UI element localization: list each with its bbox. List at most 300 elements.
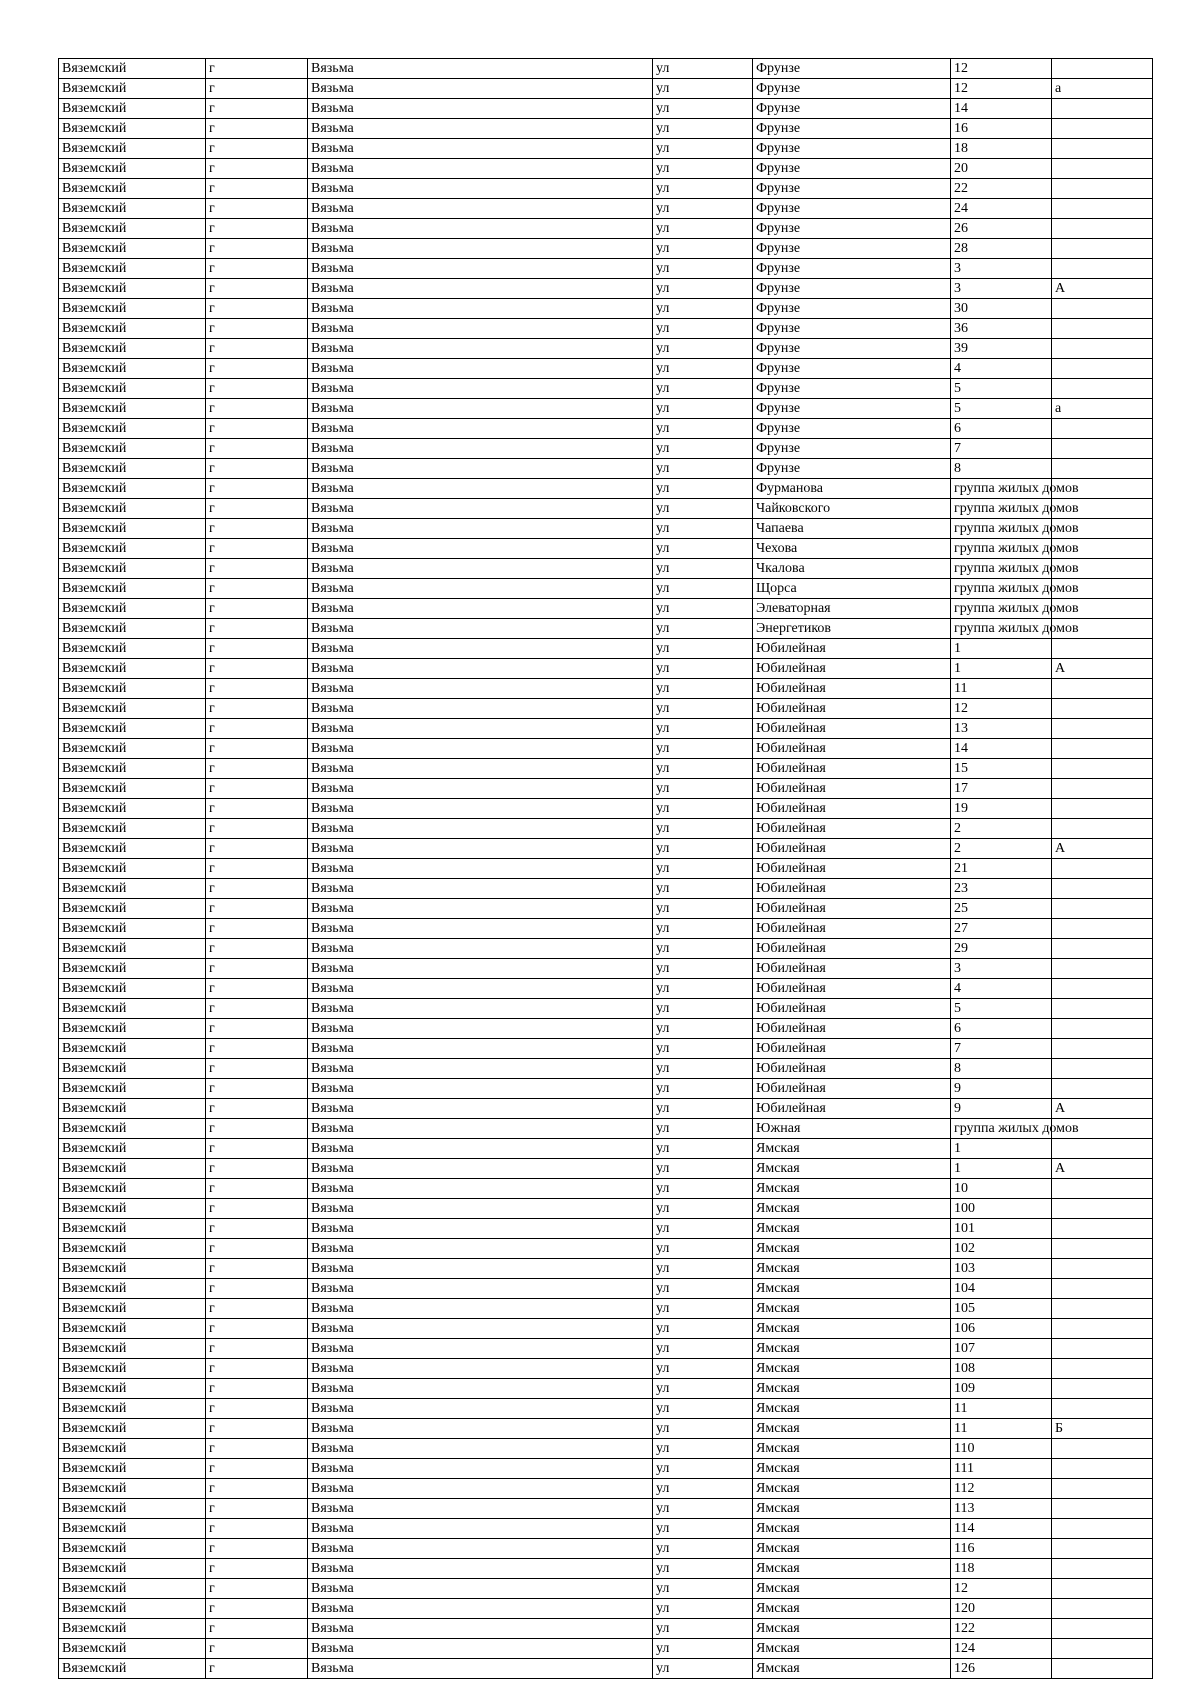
- settlement-type-cell: г: [206, 599, 308, 619]
- settlement-cell: Вязьма: [308, 159, 653, 179]
- table-row: [59, 979, 1153, 999]
- settlement-type-cell: г: [206, 1539, 308, 1559]
- house-number-cell: 7: [951, 1039, 1052, 1059]
- street-type-cell: ул: [653, 1559, 753, 1579]
- street-cell: Фрунзе: [753, 399, 951, 419]
- building-suffix-cell: [1052, 1539, 1153, 1559]
- building-suffix-cell: а: [1052, 399, 1153, 419]
- table-row: [59, 339, 1153, 359]
- settlement-cell: Вязьма: [308, 619, 653, 639]
- settlement-type-cell: г: [206, 759, 308, 779]
- street-cell: Ямская: [753, 1659, 951, 1679]
- street-type-cell: ул: [653, 439, 753, 459]
- settlement-type-cell: г: [206, 339, 308, 359]
- street-type-cell: ул: [653, 199, 753, 219]
- table-row: [59, 919, 1153, 939]
- district-cell: Вяземский: [59, 99, 206, 119]
- house-number-cell: группа жилых домов: [951, 1119, 1052, 1139]
- street-cell: Чапаева: [753, 519, 951, 539]
- settlement-cell: Вязьма: [308, 399, 653, 419]
- building-suffix-cell: [1052, 1619, 1153, 1639]
- house-number-cell: 122: [951, 1619, 1052, 1639]
- settlement-type-cell: г: [206, 959, 308, 979]
- district-cell: Вяземский: [59, 719, 206, 739]
- street-cell: Фрунзе: [753, 179, 951, 199]
- settlement-cell: Вязьма: [308, 839, 653, 859]
- table-row: [59, 1039, 1153, 1059]
- table-row: [59, 1079, 1153, 1099]
- settlement-cell: Вязьма: [308, 879, 653, 899]
- district-cell: Вяземский: [59, 1539, 206, 1559]
- table-row: [59, 859, 1153, 879]
- settlement-cell: Вязьма: [308, 1319, 653, 1339]
- settlement-type-cell: г: [206, 1179, 308, 1199]
- district-cell: Вяземский: [59, 1599, 206, 1619]
- building-suffix-cell: [1052, 1239, 1153, 1259]
- table-row: [59, 239, 1153, 259]
- building-suffix-cell: [1052, 219, 1153, 239]
- settlement-cell: Вязьма: [308, 319, 653, 339]
- street-type-cell: ул: [653, 919, 753, 939]
- district-cell: Вяземский: [59, 1359, 206, 1379]
- district-cell: Вяземский: [59, 299, 206, 319]
- settlement-type-cell: г: [206, 1259, 308, 1279]
- street-type-cell: ул: [653, 119, 753, 139]
- street-cell: Ямская: [753, 1139, 951, 1159]
- house-number-cell: 21: [951, 859, 1052, 879]
- settlement-type-cell: г: [206, 879, 308, 899]
- street-type-cell: ул: [653, 1379, 753, 1399]
- settlement-cell: Вязьма: [308, 1139, 653, 1159]
- house-number-cell: 3: [951, 279, 1052, 299]
- street-cell: Фрунзе: [753, 139, 951, 159]
- settlement-type-cell: г: [206, 1119, 308, 1139]
- district-cell: Вяземский: [59, 1339, 206, 1359]
- settlement-type-cell: г: [206, 439, 308, 459]
- building-suffix-cell: [1052, 1479, 1153, 1499]
- settlement-type-cell: г: [206, 299, 308, 319]
- street-type-cell: ул: [653, 939, 753, 959]
- building-suffix-cell: [1052, 259, 1153, 279]
- settlement-type-cell: г: [206, 279, 308, 299]
- house-number-cell: 11: [951, 679, 1052, 699]
- settlement-type-cell: г: [206, 779, 308, 799]
- district-cell: Вяземский: [59, 59, 206, 79]
- settlement-type-cell: г: [206, 1339, 308, 1359]
- settlement-cell: Вязьма: [308, 539, 653, 559]
- street-type-cell: ул: [653, 1099, 753, 1119]
- settlement-cell: Вязьма: [308, 739, 653, 759]
- settlement-type-cell: г: [206, 379, 308, 399]
- table-row: [59, 1439, 1153, 1459]
- building-suffix-cell: [1052, 1559, 1153, 1579]
- street-type-cell: ул: [653, 1619, 753, 1639]
- settlement-type-cell: г: [206, 199, 308, 219]
- building-suffix-cell: [1052, 1359, 1153, 1379]
- street-cell: Ямская: [753, 1199, 951, 1219]
- settlement-type-cell: г: [206, 1659, 308, 1679]
- street-cell: Ямская: [753, 1159, 951, 1179]
- table-row: [59, 179, 1153, 199]
- settlement-type-cell: г: [206, 1459, 308, 1479]
- street-type-cell: ул: [653, 1499, 753, 1519]
- table-row: [59, 679, 1153, 699]
- street-cell: Чкалова: [753, 559, 951, 579]
- building-suffix-cell: [1052, 459, 1153, 479]
- table-row: [59, 579, 1153, 599]
- table-row: [59, 119, 1153, 139]
- house-number-cell: 27: [951, 919, 1052, 939]
- street-cell: Фрунзе: [753, 79, 951, 99]
- house-number-cell: 100: [951, 1199, 1052, 1219]
- settlement-cell: Вязьма: [308, 579, 653, 599]
- building-suffix-cell: [1052, 819, 1153, 839]
- settlement-type-cell: г: [206, 919, 308, 939]
- district-cell: Вяземский: [59, 199, 206, 219]
- settlement-type-cell: г: [206, 79, 308, 99]
- house-number-cell: 107: [951, 1339, 1052, 1359]
- building-suffix-cell: [1052, 879, 1153, 899]
- district-cell: Вяземский: [59, 1419, 206, 1439]
- district-cell: Вяземский: [59, 679, 206, 699]
- house-number-cell: 116: [951, 1539, 1052, 1559]
- house-number-cell: 1: [951, 1159, 1052, 1179]
- settlement-cell: Вязьма: [308, 99, 653, 119]
- district-cell: Вяземский: [59, 1399, 206, 1419]
- settlement-type-cell: г: [206, 739, 308, 759]
- district-cell: Вяземский: [59, 539, 206, 559]
- settlement-cell: Вязьма: [308, 59, 653, 79]
- street-cell: Фрунзе: [753, 259, 951, 279]
- street-type-cell: ул: [653, 479, 753, 499]
- building-suffix-cell: [1052, 799, 1153, 819]
- building-suffix-cell: [1052, 979, 1153, 999]
- house-number-cell: 120: [951, 1599, 1052, 1619]
- street-cell: Щорса: [753, 579, 951, 599]
- building-suffix-cell: [1052, 1379, 1153, 1399]
- district-cell: Вяземский: [59, 1479, 206, 1499]
- settlement-type-cell: г: [206, 259, 308, 279]
- street-cell: Ямская: [753, 1359, 951, 1379]
- district-cell: Вяземский: [59, 639, 206, 659]
- settlement-type-cell: г: [206, 899, 308, 919]
- house-number-cell: 105: [951, 1299, 1052, 1319]
- street-cell: Фрунзе: [753, 319, 951, 339]
- settlement-cell: Вязьма: [308, 379, 653, 399]
- table-row: [59, 219, 1153, 239]
- settlement-type-cell: г: [206, 839, 308, 859]
- building-suffix-cell: [1052, 1059, 1153, 1079]
- table-row: [59, 519, 1153, 539]
- settlement-cell: Вязьма: [308, 499, 653, 519]
- settlement-type-cell: г: [206, 59, 308, 79]
- street-cell: Фрунзе: [753, 119, 951, 139]
- district-cell: Вяземский: [59, 1459, 206, 1479]
- building-suffix-cell: [1052, 1459, 1153, 1479]
- building-suffix-cell: [1052, 1219, 1153, 1239]
- house-number-cell: 9: [951, 1099, 1052, 1119]
- table-row: [59, 1279, 1153, 1299]
- district-cell: Вяземский: [59, 439, 206, 459]
- house-number-cell: 7: [951, 439, 1052, 459]
- table-row: [59, 719, 1153, 739]
- settlement-cell: Вязьма: [308, 1179, 653, 1199]
- building-suffix-cell: [1052, 59, 1153, 79]
- street-cell: Юбилейная: [753, 1039, 951, 1059]
- building-suffix-cell: а: [1052, 79, 1153, 99]
- table-row: [59, 1599, 1153, 1619]
- street-type-cell: ул: [653, 859, 753, 879]
- house-number-cell: 113: [951, 1499, 1052, 1519]
- table-row: [59, 1299, 1153, 1319]
- house-number-cell: 17: [951, 779, 1052, 799]
- street-cell: Энергетиков: [753, 619, 951, 639]
- settlement-cell: Вязьма: [308, 1639, 653, 1659]
- table-row: [59, 1479, 1153, 1499]
- street-type-cell: ул: [653, 879, 753, 899]
- district-cell: Вяземский: [59, 599, 206, 619]
- table-row: [59, 1159, 1153, 1179]
- building-suffix-cell: [1052, 899, 1153, 919]
- street-type-cell: ул: [653, 599, 753, 619]
- district-cell: Вяземский: [59, 1319, 206, 1339]
- building-suffix-cell: [1052, 719, 1153, 739]
- settlement-type-cell: г: [206, 359, 308, 379]
- settlement-cell: Вязьма: [308, 1359, 653, 1379]
- house-number-cell: 19: [951, 799, 1052, 819]
- settlement-cell: Вязьма: [308, 1239, 653, 1259]
- building-suffix-cell: [1052, 1439, 1153, 1459]
- building-suffix-cell: [1052, 679, 1153, 699]
- table-row: [59, 1539, 1153, 1559]
- district-cell: Вяземский: [59, 1519, 206, 1539]
- settlement-cell: Вязьма: [308, 1559, 653, 1579]
- district-cell: Вяземский: [59, 999, 206, 1019]
- table-row: [59, 299, 1153, 319]
- building-suffix-cell: [1052, 1299, 1153, 1319]
- street-type-cell: ул: [653, 999, 753, 1019]
- settlement-cell: Вязьма: [308, 1339, 653, 1359]
- street-cell: Элеваторная: [753, 599, 951, 619]
- house-number-cell: 26: [951, 219, 1052, 239]
- settlement-type-cell: г: [206, 1419, 308, 1439]
- settlement-type-cell: г: [206, 559, 308, 579]
- street-type-cell: ул: [653, 1219, 753, 1239]
- street-type-cell: ул: [653, 99, 753, 119]
- house-number-cell: группа жилых домов: [951, 579, 1052, 599]
- house-number-cell: группа жилых домов: [951, 599, 1052, 619]
- street-cell: Ямская: [753, 1439, 951, 1459]
- building-suffix-cell: [1052, 99, 1153, 119]
- street-cell: Фрунзе: [753, 199, 951, 219]
- district-cell: Вяземский: [59, 739, 206, 759]
- table-row: [59, 59, 1153, 79]
- table-row: [59, 379, 1153, 399]
- street-type-cell: ул: [653, 1019, 753, 1039]
- street-type-cell: ул: [653, 239, 753, 259]
- table-row: [59, 1459, 1153, 1479]
- street-type-cell: ул: [653, 419, 753, 439]
- house-number-cell: 18: [951, 139, 1052, 159]
- settlement-cell: Вязьма: [308, 239, 653, 259]
- table-row: [59, 159, 1153, 179]
- district-cell: Вяземский: [59, 1639, 206, 1659]
- district-cell: Вяземский: [59, 1239, 206, 1259]
- street-cell: Фурманова: [753, 479, 951, 499]
- settlement-type-cell: г: [206, 499, 308, 519]
- street-type-cell: ул: [653, 319, 753, 339]
- street-type-cell: ул: [653, 759, 753, 779]
- settlement-type-cell: г: [206, 699, 308, 719]
- district-cell: Вяземский: [59, 119, 206, 139]
- settlement-cell: Вязьма: [308, 939, 653, 959]
- table-row: [59, 1179, 1153, 1199]
- district-cell: Вяземский: [59, 699, 206, 719]
- settlement-cell: Вязьма: [308, 639, 653, 659]
- district-cell: Вяземский: [59, 1559, 206, 1579]
- house-number-cell: 4: [951, 979, 1052, 999]
- street-type-cell: ул: [653, 1159, 753, 1179]
- table-row: [59, 499, 1153, 519]
- house-number-cell: 3: [951, 259, 1052, 279]
- house-number-cell: 22: [951, 179, 1052, 199]
- building-suffix-cell: [1052, 239, 1153, 259]
- street-type-cell: ул: [653, 1519, 753, 1539]
- street-type-cell: ул: [653, 1039, 753, 1059]
- settlement-cell: Вязьма: [308, 1579, 653, 1599]
- settlement-cell: Вязьма: [308, 799, 653, 819]
- house-number-cell: группа жилых домов: [951, 519, 1052, 539]
- settlement-cell: Вязьма: [308, 1519, 653, 1539]
- house-number-cell: группа жилых домов: [951, 499, 1052, 519]
- street-cell: Фрунзе: [753, 459, 951, 479]
- settlement-cell: Вязьма: [308, 1499, 653, 1519]
- house-number-cell: группа жилых домов: [951, 619, 1052, 639]
- street-type-cell: ул: [653, 619, 753, 639]
- house-number-cell: 124: [951, 1639, 1052, 1659]
- house-number-cell: 15: [951, 759, 1052, 779]
- settlement-type-cell: г: [206, 1439, 308, 1459]
- street-type-cell: ул: [653, 359, 753, 379]
- settlement-cell: Вязьма: [308, 439, 653, 459]
- district-cell: Вяземский: [59, 339, 206, 359]
- settlement-type-cell: г: [206, 1279, 308, 1299]
- settlement-cell: Вязьма: [308, 279, 653, 299]
- settlement-type-cell: г: [206, 1319, 308, 1339]
- street-cell: Юбилейная: [753, 1099, 951, 1119]
- table-row: [59, 1219, 1153, 1239]
- street-cell: Ямская: [753, 1459, 951, 1479]
- settlement-cell: Вязьма: [308, 1259, 653, 1279]
- settlement-cell: Вязьма: [308, 339, 653, 359]
- street-type-cell: ул: [653, 659, 753, 679]
- house-number-cell: 20: [951, 159, 1052, 179]
- settlement-type-cell: г: [206, 1159, 308, 1179]
- street-cell: Юбилейная: [753, 739, 951, 759]
- street-type-cell: ул: [653, 339, 753, 359]
- street-type-cell: ул: [653, 1299, 753, 1319]
- house-number-cell: 108: [951, 1359, 1052, 1379]
- street-cell: Ямская: [753, 1539, 951, 1559]
- street-cell: Ямская: [753, 1299, 951, 1319]
- street-cell: Фрунзе: [753, 339, 951, 359]
- district-cell: Вяземский: [59, 779, 206, 799]
- settlement-type-cell: г: [206, 1399, 308, 1419]
- street-type-cell: ул: [653, 1119, 753, 1139]
- district-cell: Вяземский: [59, 419, 206, 439]
- table-row: [59, 1319, 1153, 1339]
- house-number-cell: 29: [951, 939, 1052, 959]
- street-cell: Чехова: [753, 539, 951, 559]
- street-cell: Ямская: [753, 1379, 951, 1399]
- table-row: [59, 559, 1153, 579]
- building-suffix-cell: [1052, 379, 1153, 399]
- street-type-cell: ул: [653, 779, 753, 799]
- street-type-cell: ул: [653, 459, 753, 479]
- district-cell: Вяземский: [59, 319, 206, 339]
- settlement-cell: Вязьма: [308, 299, 653, 319]
- street-cell: Юбилейная: [753, 679, 951, 699]
- street-cell: Ямская: [753, 1219, 951, 1239]
- settlement-cell: Вязьма: [308, 1379, 653, 1399]
- table-row: [59, 459, 1153, 479]
- building-suffix-cell: Б: [1052, 1419, 1153, 1439]
- district-cell: Вяземский: [59, 959, 206, 979]
- building-suffix-cell: [1052, 1519, 1153, 1539]
- table-row: [59, 1619, 1153, 1639]
- settlement-type-cell: г: [206, 179, 308, 199]
- building-suffix-cell: [1052, 1399, 1153, 1419]
- street-type-cell: ул: [653, 739, 753, 759]
- street-type-cell: ул: [653, 1639, 753, 1659]
- street-type-cell: ул: [653, 59, 753, 79]
- table-row: [59, 419, 1153, 439]
- house-number-cell: 9: [951, 1079, 1052, 1099]
- street-cell: Ямская: [753, 1339, 951, 1359]
- district-cell: Вяземский: [59, 1379, 206, 1399]
- building-suffix-cell: [1052, 119, 1153, 139]
- building-suffix-cell: [1052, 419, 1153, 439]
- street-type-cell: ул: [653, 1139, 753, 1159]
- house-number-cell: 101: [951, 1219, 1052, 1239]
- district-cell: Вяземский: [59, 1059, 206, 1079]
- table-row: [59, 1019, 1153, 1039]
- settlement-cell: Вязьма: [308, 999, 653, 1019]
- settlement-cell: Вязьма: [308, 419, 653, 439]
- street-cell: Юбилейная: [753, 859, 951, 879]
- settlement-cell: Вязьма: [308, 139, 653, 159]
- district-cell: Вяземский: [59, 1139, 206, 1159]
- street-cell: Ямская: [753, 1239, 951, 1259]
- table-row: [59, 139, 1153, 159]
- table-row: [59, 739, 1153, 759]
- settlement-cell: Вязьма: [308, 1479, 653, 1499]
- settlement-type-cell: г: [206, 1059, 308, 1079]
- table-row: [59, 799, 1153, 819]
- building-suffix-cell: [1052, 1319, 1153, 1339]
- street-type-cell: ул: [653, 1359, 753, 1379]
- district-cell: Вяземский: [59, 1079, 206, 1099]
- street-cell: Ямская: [753, 1579, 951, 1599]
- settlement-type-cell: г: [206, 239, 308, 259]
- building-suffix-cell: [1052, 1199, 1153, 1219]
- street-cell: Ямская: [753, 1179, 951, 1199]
- street-cell: Юбилейная: [753, 939, 951, 959]
- district-cell: Вяземский: [59, 659, 206, 679]
- street-type-cell: ул: [653, 299, 753, 319]
- street-cell: Юбилейная: [753, 839, 951, 859]
- building-suffix-cell: [1052, 999, 1153, 1019]
